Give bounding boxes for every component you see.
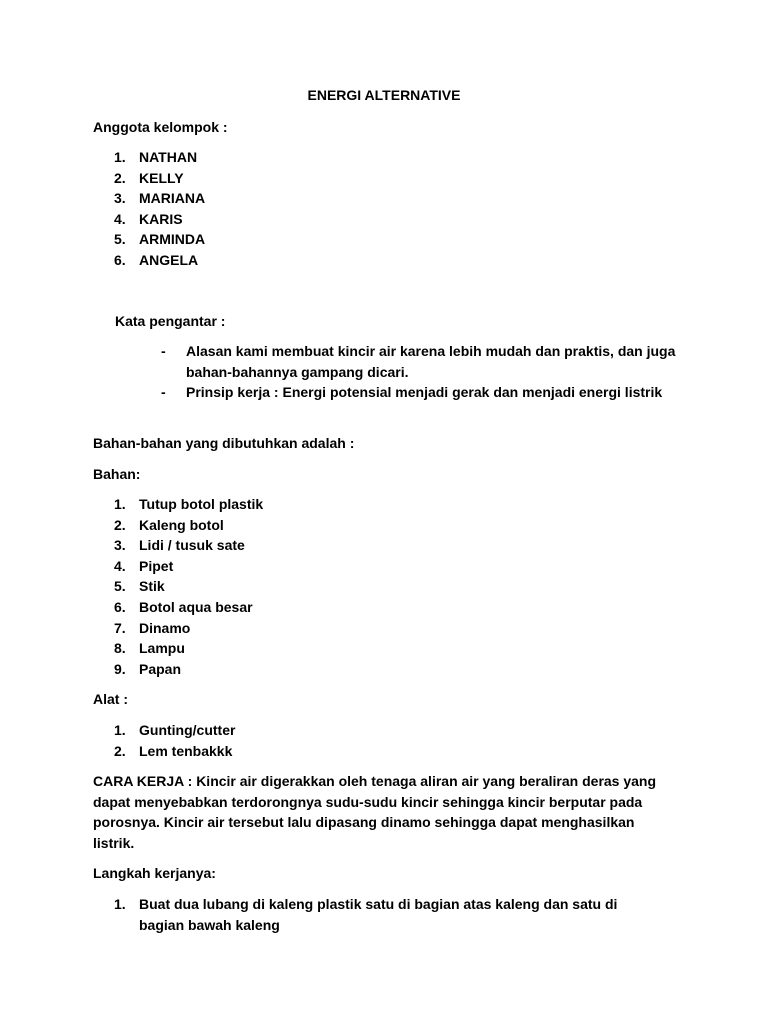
material-name: Lidi / tusuk sate — [139, 537, 245, 554]
list-item — [114, 576, 263, 597]
list-item — [114, 229, 205, 250]
list-number: 3. — [114, 190, 126, 207]
members-label: Anggota kelompok : — [93, 119, 228, 135]
list-item — [114, 250, 205, 271]
document-title: ENERGI ALTERNATIVE — [307, 87, 461, 103]
material-name: Tutup botol plastik — [139, 496, 264, 512]
list-item — [114, 659, 263, 680]
list-item — [114, 638, 263, 659]
materials-label: Bahan: — [93, 466, 141, 482]
steps-label: Langkah kerjanya: — [93, 865, 216, 881]
intro-point-text: Alasan kami membuat kincir air karena lebih mudah dan praktis, dan juga bahan-bahannya gampang dicari. — [186, 343, 676, 380]
list-item — [114, 515, 263, 536]
member-name: ARMINDA — [139, 231, 206, 248]
list-number: 1. — [114, 896, 126, 912]
tool-name: Lem tenbakkk — [139, 742, 233, 759]
list-number: 7. — [114, 619, 126, 636]
list-item — [114, 720, 235, 741]
member-name: MARIANA — [139, 190, 206, 207]
members-list — [114, 147, 205, 271]
intro-label: Kata pengantar : — [115, 313, 226, 329]
list-number: 2. — [114, 169, 126, 186]
material-name: Stik — [139, 578, 165, 595]
list-item — [114, 894, 654, 935]
list-number: 3. — [114, 537, 126, 554]
material-name: Lampu — [139, 640, 185, 657]
member-name: ANGELA — [139, 251, 199, 268]
list-number: 2. — [114, 742, 126, 759]
list-item — [114, 535, 263, 556]
member-name: KARIS — [139, 210, 183, 227]
list-item — [114, 147, 205, 168]
list-number: 1. — [114, 722, 126, 738]
list-number: 5. — [114, 578, 126, 595]
intro-point-text: Prinsip kerja : Energi potensial menjadi gerak dan menjadi energi listrik — [186, 384, 663, 400]
tools-label: Alat : — [93, 691, 128, 707]
list-item — [114, 556, 263, 577]
list-number: 2. — [114, 516, 126, 533]
dash-bullet: - — [161, 384, 166, 400]
intro-points-list — [161, 341, 676, 403]
list-item — [114, 494, 263, 515]
list-number: 9. — [114, 660, 126, 677]
list-number: 6. — [114, 598, 126, 615]
list-item — [114, 188, 205, 209]
list-item — [161, 382, 676, 403]
dash-bullet: - — [161, 343, 166, 359]
member-name: NATHAN — [139, 149, 198, 165]
list-number: 4. — [114, 210, 126, 227]
tool-name: Gunting/cutter — [139, 722, 236, 738]
material-name: Botol aqua besar — [139, 598, 253, 615]
list-number: 1. — [114, 496, 126, 512]
list-item — [114, 618, 263, 639]
list-number: 8. — [114, 640, 126, 657]
list-number: 1. — [114, 149, 126, 165]
step-text: Buat dua lubang di kaleng plastik satu di bagian atas kaleng dan satu di bagian bawah kaleng — [139, 896, 618, 933]
material-name: Papan — [139, 660, 182, 677]
list-number: 6. — [114, 251, 126, 268]
list-number: 5. — [114, 231, 126, 248]
list-number: 4. — [114, 557, 126, 574]
list-item — [114, 597, 263, 618]
needed-label: Bahan-bahan yang dibutuhkan adalah : — [93, 435, 355, 451]
materials-list — [114, 494, 263, 679]
member-name: KELLY — [139, 169, 184, 186]
material-name: Pipet — [139, 557, 174, 574]
list-item — [114, 168, 205, 189]
list-item — [114, 209, 205, 230]
list-item — [114, 741, 235, 762]
material-name: Kaleng botol — [139, 516, 224, 533]
how-it-works-paragraph: CARA KERJA : Kincir air digerakkan oleh tenaga aliran air yang beraliran deras yang dapat menyebabkan terdorongnya sudu-sudu kincir sehingga kincir berputar pada porosnya. Kincir air tersebut lalu dipasang dinamo sehingga dapat menghasilkan listrik. — [93, 773, 657, 851]
tools-list — [114, 720, 235, 761]
material-name: Dinamo — [139, 619, 191, 636]
list-item — [161, 341, 676, 382]
